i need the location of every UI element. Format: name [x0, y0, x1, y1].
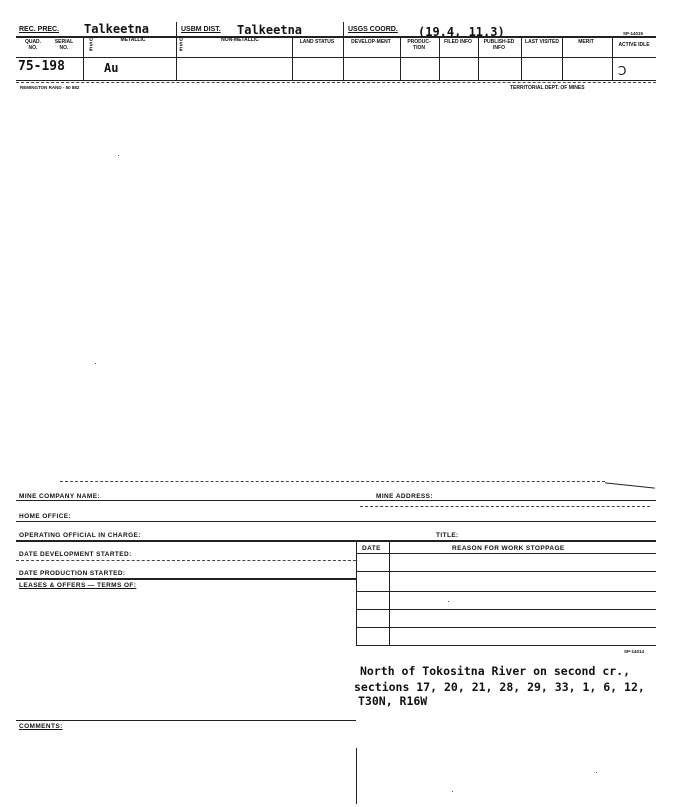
usbm-dist-value: Talkeetna	[237, 23, 303, 37]
speck	[448, 601, 449, 602]
location-line-2: sections 17, 20, 21, 28, 29, 33, 1, 6, 12,	[354, 680, 645, 694]
footer-top-right: TERRITORIAL DEPT. OF MINES	[510, 85, 585, 91]
mine-company-name-label: MINE COMPANY NAME:	[19, 493, 100, 500]
form-number-bottom: SP-14014	[624, 649, 645, 654]
metallic-value: Au	[104, 61, 119, 75]
location-line-1: North of Tokositna River on second cr.,	[360, 664, 631, 678]
title-label: TITLE:	[436, 532, 459, 539]
date-production-started-label: DATE PRODUCTION STARTED:	[19, 570, 126, 577]
usgs-coord-label: USGS COORD.	[348, 26, 398, 33]
leases-offers-label: LEASES & OFFERS — TERMS OF:	[19, 582, 137, 589]
location-line-3: T30N, R16W	[358, 694, 428, 708]
quad-no-header: QUAD. NO.	[24, 39, 42, 51]
form-number-top: SP-14015	[623, 31, 644, 36]
speck	[452, 791, 453, 792]
footer-top-left: REMINGTON RAND - 50 882	[20, 85, 80, 90]
rec-prec-value: Talkeetna	[84, 22, 150, 36]
use-metallic-header: U S E	[89, 37, 93, 53]
land-status-header: LAND STATUS	[299, 39, 335, 45]
speck	[596, 772, 597, 773]
usgs-coord-value: (19.4, 11.3)	[418, 25, 505, 39]
stoppage-date-header: DATE	[362, 545, 381, 552]
speck	[118, 155, 119, 156]
use-nonmetallic-header: U S E	[179, 37, 183, 53]
active-idle-header: ACTIVE IDLE	[618, 42, 650, 48]
stoppage-reason-header: REASON FOR WORK STOPPAGE	[452, 545, 565, 552]
comments-label: COMMENTS:	[19, 723, 63, 730]
rec-prec-label: REC. PREC.	[19, 26, 60, 33]
home-office-label: HOME OFFICE:	[19, 513, 72, 520]
serial-no-header: SERIAL NO.	[54, 39, 74, 51]
merit-header: MERIT	[578, 39, 594, 45]
last-visited-header: LAST VISITED	[525, 39, 559, 45]
active-idle-mark: Ↄ	[618, 64, 627, 78]
operating-official-label: OPERATING OFFICIAL IN CHARGE:	[19, 532, 141, 539]
speck	[95, 363, 96, 364]
metallic-header: METALLIC	[120, 37, 146, 43]
development-header: DEVELOP-MENT	[351, 39, 391, 45]
date-development-started-label: DATE DEVELOPMENT STARTED:	[19, 551, 132, 558]
published-info-header: PUBLISH-ED INFO	[483, 39, 515, 51]
production-header: PRODUC-TION	[407, 39, 431, 51]
non-metallic-header: NON-METALLIC	[221, 37, 259, 43]
mine-address-label: MINE ADDRESS:	[376, 493, 433, 500]
quad-serial-value: 75-198	[18, 59, 65, 74]
filed-info-header: FILED INFO	[444, 39, 472, 45]
usbm-dist-label: USBM DIST.	[181, 26, 221, 33]
